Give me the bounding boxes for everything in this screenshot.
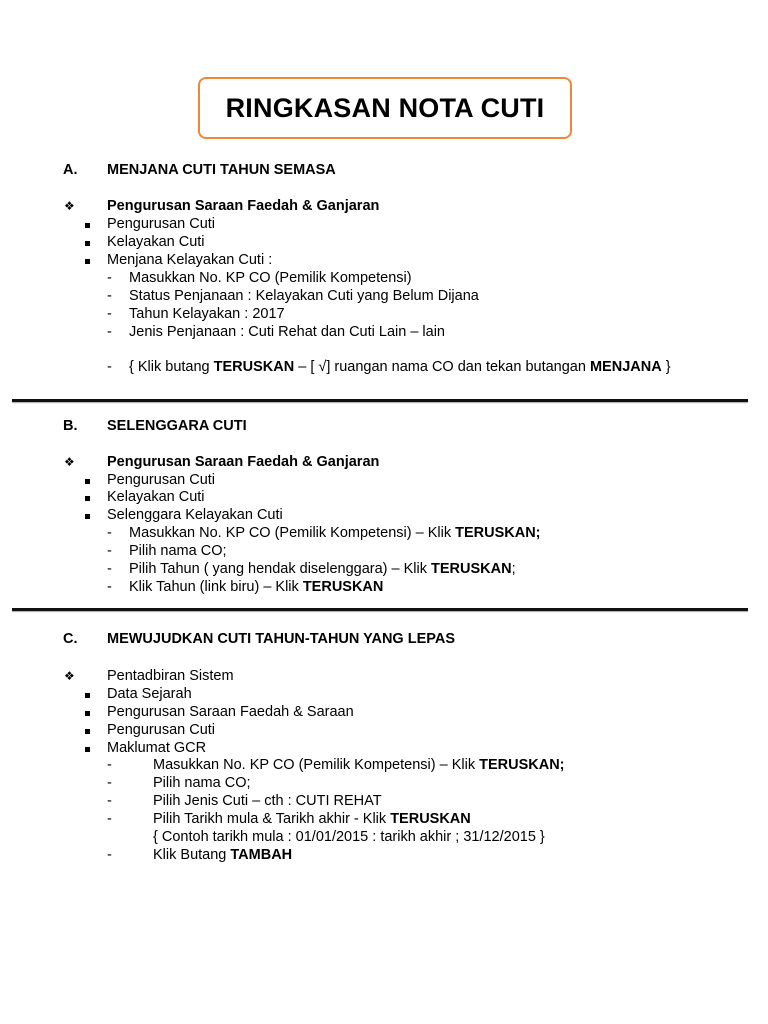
diamond-bullet-icon: ❖ bbox=[64, 669, 75, 683]
section-c-step: Pilih Tarikh mula & Tarikh akhir - Klik TERUSKAN bbox=[153, 811, 471, 827]
section-c-step: Pilih Jenis Cuti – cth : CUTI REHAT bbox=[153, 793, 382, 809]
section-b-step: Klik Tahun (link biru) – Klik TERUSKAN bbox=[129, 579, 384, 595]
dash-marker: - bbox=[107, 793, 112, 809]
dash-marker: - bbox=[107, 543, 112, 559]
dash-marker: - bbox=[107, 775, 112, 791]
section-a-note: { Klik butang TERUSKAN – [ √] ruangan nama CO dan tekan butangan MENJANA } bbox=[129, 359, 671, 375]
section-c-heading: MEWUJUDKAN CUTI TAHUN-TAHUN YANG LEPAS bbox=[107, 631, 455, 647]
section-b-letter: B. bbox=[63, 418, 78, 434]
section-c-example: { Contoh tarikh mula : 01/01/2015 : tarikh akhir ; 31/12/2015 } bbox=[153, 829, 545, 845]
square-bullet-icon bbox=[85, 233, 90, 251]
square-bullet-icon bbox=[85, 703, 90, 721]
dash-marker: - bbox=[107, 270, 112, 286]
section-a-heading: MENJANA CUTI TAHUN SEMASA bbox=[107, 162, 336, 178]
square-bullet-icon bbox=[85, 506, 90, 524]
section-a-step: Masukkan No. KP CO (Pemilik Kompetensi) bbox=[129, 270, 412, 286]
section-b-step: Pilih nama CO; bbox=[129, 543, 227, 559]
dash-marker: - bbox=[107, 288, 112, 304]
section-a-step: Jenis Penjanaan : Cuti Rehat dan Cuti Lain – lain bbox=[129, 324, 445, 340]
dash-marker: - bbox=[107, 579, 112, 595]
diamond-bullet-icon: ❖ bbox=[64, 199, 75, 213]
section-b-heading: SELENGGARA CUTI bbox=[107, 418, 247, 434]
dash-marker: - bbox=[107, 757, 112, 773]
dash-marker: - bbox=[107, 847, 112, 863]
dash-marker: - bbox=[107, 561, 112, 577]
section-a-step: Tahun Kelayakan : 2017 bbox=[129, 306, 285, 322]
dash-marker: - bbox=[107, 811, 112, 827]
square-bullet-icon bbox=[85, 721, 90, 739]
dash-marker: - bbox=[107, 359, 112, 375]
square-bullet-icon bbox=[85, 685, 90, 703]
dash-marker: - bbox=[107, 525, 112, 541]
section-b-step: Pilih Tahun ( yang hendak diselenggara) – Klik TERUSKAN; bbox=[129, 561, 516, 577]
square-bullet-icon bbox=[85, 488, 90, 506]
section-c-menu-path: Pentadbiran Sistem bbox=[107, 668, 234, 684]
diamond-bullet-icon: ❖ bbox=[64, 455, 75, 469]
section-divider bbox=[12, 399, 748, 402]
section-c-letter: C. bbox=[63, 631, 78, 647]
section-b-bullet: Selenggara Kelayakan Cuti bbox=[107, 507, 283, 523]
section-a-bullet: Menjana Kelayakan Cuti : bbox=[107, 252, 273, 268]
section-a-bullet: Kelayakan Cuti bbox=[107, 234, 205, 250]
section-c-bullet: Pengurusan Cuti bbox=[107, 722, 216, 738]
title-box bbox=[198, 77, 572, 139]
section-a-bullet: Pengurusan Cuti bbox=[107, 216, 216, 232]
dash-marker: - bbox=[107, 306, 112, 322]
section-c-bullet: Data Sejarah bbox=[107, 686, 192, 702]
section-b-menu-path: Pengurusan Saraan Faedah & Ganjaran bbox=[107, 454, 380, 470]
dash-marker: - bbox=[107, 324, 112, 340]
section-divider bbox=[12, 608, 748, 611]
section-b-bullet: Kelayakan Cuti bbox=[107, 489, 205, 505]
section-c-bullet: Maklumat GCR bbox=[107, 740, 207, 756]
square-bullet-icon bbox=[85, 739, 90, 757]
section-b-step: Masukkan No. KP CO (Pemilik Kompetensi) – Klik TERUSKAN; bbox=[129, 525, 541, 541]
page-title: RINGKASAN NOTA CUTI bbox=[225, 92, 545, 123]
section-a-step: Status Penjanaan : Kelayakan Cuti yang Belum Dijana bbox=[129, 288, 479, 304]
square-bullet-icon bbox=[85, 471, 90, 489]
section-a-letter: A. bbox=[63, 162, 78, 178]
section-c-step: Pilih nama CO; bbox=[153, 775, 251, 791]
section-c-bullet: Pengurusan Saraan Faedah & Saraan bbox=[107, 704, 354, 720]
square-bullet-icon bbox=[85, 251, 90, 269]
square-bullet-icon bbox=[85, 215, 90, 233]
section-a-menu-path: Pengurusan Saraan Faedah & Ganjaran bbox=[107, 198, 380, 214]
section-c-step: Masukkan No. KP CO (Pemilik Kompetensi) – Klik TERUSKAN; bbox=[153, 757, 565, 773]
section-b-bullet: Pengurusan Cuti bbox=[107, 472, 216, 488]
section-c-step: Klik Butang TAMBAH bbox=[153, 847, 293, 863]
